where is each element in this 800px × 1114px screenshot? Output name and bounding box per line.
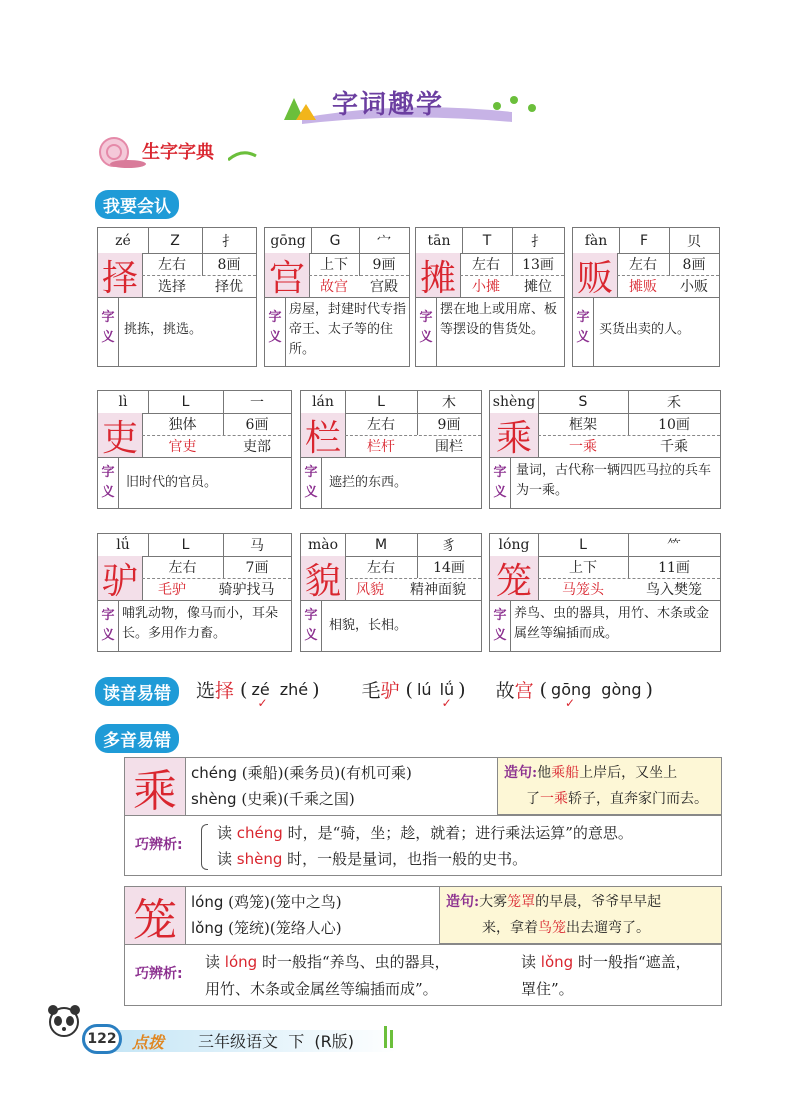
card-structure: 独体 (168, 417, 197, 433)
card-radical: 扌 (531, 233, 545, 250)
meaning-label: 字义 (573, 308, 594, 348)
card-radical: 一 (250, 395, 264, 411)
card-word: 官吏 (168, 439, 197, 455)
page-number-badge (82, 1024, 122, 1054)
card-strokes: 6画 (245, 417, 269, 433)
card-radical: 宀 (377, 233, 391, 250)
meaning-label: 字义 (98, 606, 119, 646)
card-initial: G (329, 232, 341, 249)
card-word: 毛驴 (158, 582, 186, 598)
card-word: 小贩 (680, 279, 708, 295)
pron-option: lú (416, 680, 432, 699)
polyphone-block (124, 886, 722, 1006)
meaning-label: 字义 (490, 606, 511, 646)
card-word: 摊位 (524, 279, 552, 295)
char-card (415, 227, 565, 367)
card-meaning: 买货出卖的人。 (599, 322, 691, 337)
meaning-label: 字义 (265, 308, 286, 348)
card-initial: Z (170, 232, 180, 249)
card-word: 马笼头 (562, 582, 604, 598)
card-character: 择 (98, 253, 143, 298)
pron-option: zhé (279, 680, 309, 699)
card-radical: 木 (442, 395, 456, 411)
section-polyphone: 多音易错 (95, 724, 179, 753)
section-recognize: 我要会认 (95, 190, 179, 219)
card-structure: 左右 (158, 257, 186, 273)
card-radical: 贝 (687, 233, 701, 250)
card-meaning: 房屋，封建时代专指帝王、太子等的住所。 (289, 302, 407, 357)
card-initial: S (578, 394, 588, 410)
card-pinyin: mào (307, 537, 339, 553)
card-word: 小摊 (472, 279, 500, 295)
char-card (97, 227, 257, 367)
card-word: 栏杆 (367, 439, 395, 455)
card-word: 风貌 (356, 582, 384, 598)
card-character: 驴 (98, 556, 143, 601)
reading-line: chéng (乘船)(乘务员)(有机可乘) (191, 764, 412, 782)
meaning-label: 字义 (416, 308, 437, 348)
card-word: 一乘 (569, 439, 597, 455)
card-meaning: 挑拣，挑选。 (124, 322, 203, 337)
card-structure: 左右 (629, 257, 657, 273)
card-word: 摊贩 (629, 279, 657, 295)
card-character: 贩 (573, 253, 618, 298)
card-character: 笼 (490, 556, 539, 601)
card-strokes: 9画 (372, 257, 396, 273)
card-structure: 上下 (569, 560, 597, 576)
card-radical: 禾 (667, 395, 681, 411)
card-meaning: 养鸟、虫的器具，用竹、木条或金属丝等编插而成。 (514, 606, 710, 641)
pron-word: 故宫 (495, 680, 534, 702)
char-card (300, 533, 482, 652)
card-word: 宫殿 (370, 279, 398, 295)
card-radical: 豸 (442, 538, 456, 554)
card-word: 千乘 (660, 439, 688, 455)
card-initial: L (579, 537, 587, 553)
bamboo-icon (380, 1026, 396, 1048)
card-character: 貌 (301, 556, 346, 601)
pron-option: gòng (601, 680, 642, 699)
card-pinyin: tān (427, 232, 451, 249)
card-initial: L (377, 394, 385, 410)
polyphone-character: 乘 (133, 765, 177, 817)
card-meaning: 哺乳动物，像马而小，耳朵长。多用作力畜。 (122, 606, 279, 641)
card-initial: T (482, 232, 492, 249)
card-meaning: 遮拦的东西。 (329, 475, 408, 490)
pron-word: 选择 (196, 680, 235, 702)
meaning-label: 字义 (98, 463, 119, 503)
polyphone-character: 笼 (133, 894, 177, 946)
tip-line: 读 lǒng 时一般指“遮盖， 罩住”。 (521, 953, 691, 998)
card-pinyin: fàn (584, 232, 608, 249)
card-word: 故宫 (320, 279, 348, 295)
card-structure: 左右 (367, 560, 395, 576)
reading-line: shèng (史乘)(千乘之国) (191, 790, 355, 808)
card-pinyin: lán (312, 394, 334, 410)
char-card (489, 390, 721, 509)
card-meaning: 量词，古代称一辆四匹马拉的兵车为一乘。 (516, 463, 712, 498)
card-word: 选择 (158, 279, 186, 295)
meaning-label: 字义 (301, 463, 322, 503)
page-number: 122 (87, 1031, 117, 1047)
card-word: 围栏 (435, 439, 463, 455)
card-pinyin: zé (115, 232, 131, 249)
card-strokes: 8画 (682, 257, 706, 273)
card-meaning: 摆在地上或用席、板等摆设的售货处。 (440, 302, 558, 337)
card-initial: L (181, 537, 190, 553)
book-info: 三年级语文 下 (R版) (198, 1032, 354, 1051)
char-card (97, 533, 292, 652)
leaf-icon (228, 148, 258, 164)
char-card (300, 390, 482, 509)
card-word: 鸟入樊笼 (646, 582, 702, 598)
card-character: 栏 (301, 413, 346, 458)
example-sentence: 造句:大雾笼罩的早晨，爷爷早早起 来，拿着鸟笼出去遛弯了。 (439, 887, 721, 944)
card-pinyin: lóng (498, 537, 530, 553)
meaning-label: 字义 (490, 463, 511, 503)
char-card (264, 227, 410, 367)
card-pinyin: lǘ (116, 537, 130, 553)
card-strokes: 10画 (658, 417, 690, 433)
card-pinyin: gōng (270, 232, 306, 249)
card-structure: 左右 (168, 560, 197, 576)
card-character: 吏 (98, 413, 143, 458)
card-structure: 左右 (472, 257, 500, 273)
card-structure: 框架 (569, 417, 597, 433)
page-title: 字词趣学 (332, 90, 445, 120)
char-card (489, 533, 721, 652)
card-meaning: 旧时代的官员。 (126, 475, 218, 490)
card-structure: 上下 (320, 257, 348, 273)
polyphone-block (124, 757, 722, 876)
tip-line: 读 lóng 时一般指“养鸟、虫的器具， 用竹、木条或金属丝等编插而成”。 (205, 953, 450, 998)
brace (201, 824, 208, 870)
card-initial: M (374, 537, 388, 553)
tip-line: 读 shèng 时，一般是量词，也指一般的史书。 (217, 850, 528, 868)
tip-line: 读 chéng 时，是“骑，坐；趁，就着；进行乘法运算”的意思。 (217, 824, 633, 842)
card-strokes: 13画 (522, 257, 554, 273)
card-initial: L (181, 394, 190, 410)
card-pinyin: shèng (492, 394, 536, 410)
pron-row: 选择 ( zé ✓ zhé ) 毛驴 ( lú lǘ ✓ ) 故宫 ( gōng ✓ gòng ) (196, 676, 653, 703)
example-sentence: 造句:他乘船上岸后，又坐上 了一乘轿子，直奔家门而去。 (497, 758, 721, 815)
char-card (572, 227, 720, 367)
distinguish-label: 巧辨析: (135, 966, 183, 982)
section-pron-errors: 读音易错 (95, 677, 179, 706)
meaning-label: 字义 (301, 606, 322, 646)
pron-word: 毛驴 (361, 680, 400, 702)
char-card (97, 390, 292, 509)
card-word: 精神面貌 (410, 582, 466, 598)
card-character: 乘 (490, 413, 539, 458)
section-title: 生字字典 (142, 142, 214, 163)
pron-option-correct: gōng ✓ (551, 680, 592, 710)
card-structure: 左右 (367, 417, 395, 433)
card-word: 吏部 (243, 439, 271, 455)
pron-option-correct: lǘ ✓ (439, 680, 455, 710)
card-character: 宫 (265, 253, 310, 298)
meaning-label: 字义 (98, 308, 119, 348)
card-strokes: 14画 (433, 560, 465, 576)
reading-line: lǒng (笼统)(笼络人心) (191, 919, 342, 937)
card-radical: ⺮ (667, 538, 681, 554)
card-meaning: 相貌，长相。 (329, 618, 408, 633)
card-character: 摊 (416, 253, 461, 298)
card-strokes: 8画 (217, 257, 241, 273)
card-initial: F (639, 232, 649, 249)
card-radical: 扌 (222, 233, 236, 250)
pron-option-correct: zé ✓ (251, 680, 270, 710)
card-pinyin: lì (118, 394, 128, 410)
distinguish-label: 巧辨析: (135, 837, 183, 853)
card-word: 择优 (215, 279, 243, 295)
card-strokes: 7画 (245, 560, 269, 576)
brand-logo: 点拨 (132, 1033, 165, 1052)
card-strokes: 9画 (437, 417, 461, 433)
panda-icon (44, 1000, 84, 1040)
snail-icon (96, 134, 146, 168)
card-radical: 马 (250, 538, 264, 554)
reading-line: lóng (鸡笼)(笼中之鸟) (191, 893, 342, 911)
card-word: 骑驴找马 (218, 582, 275, 598)
card-strokes: 11画 (658, 560, 690, 576)
